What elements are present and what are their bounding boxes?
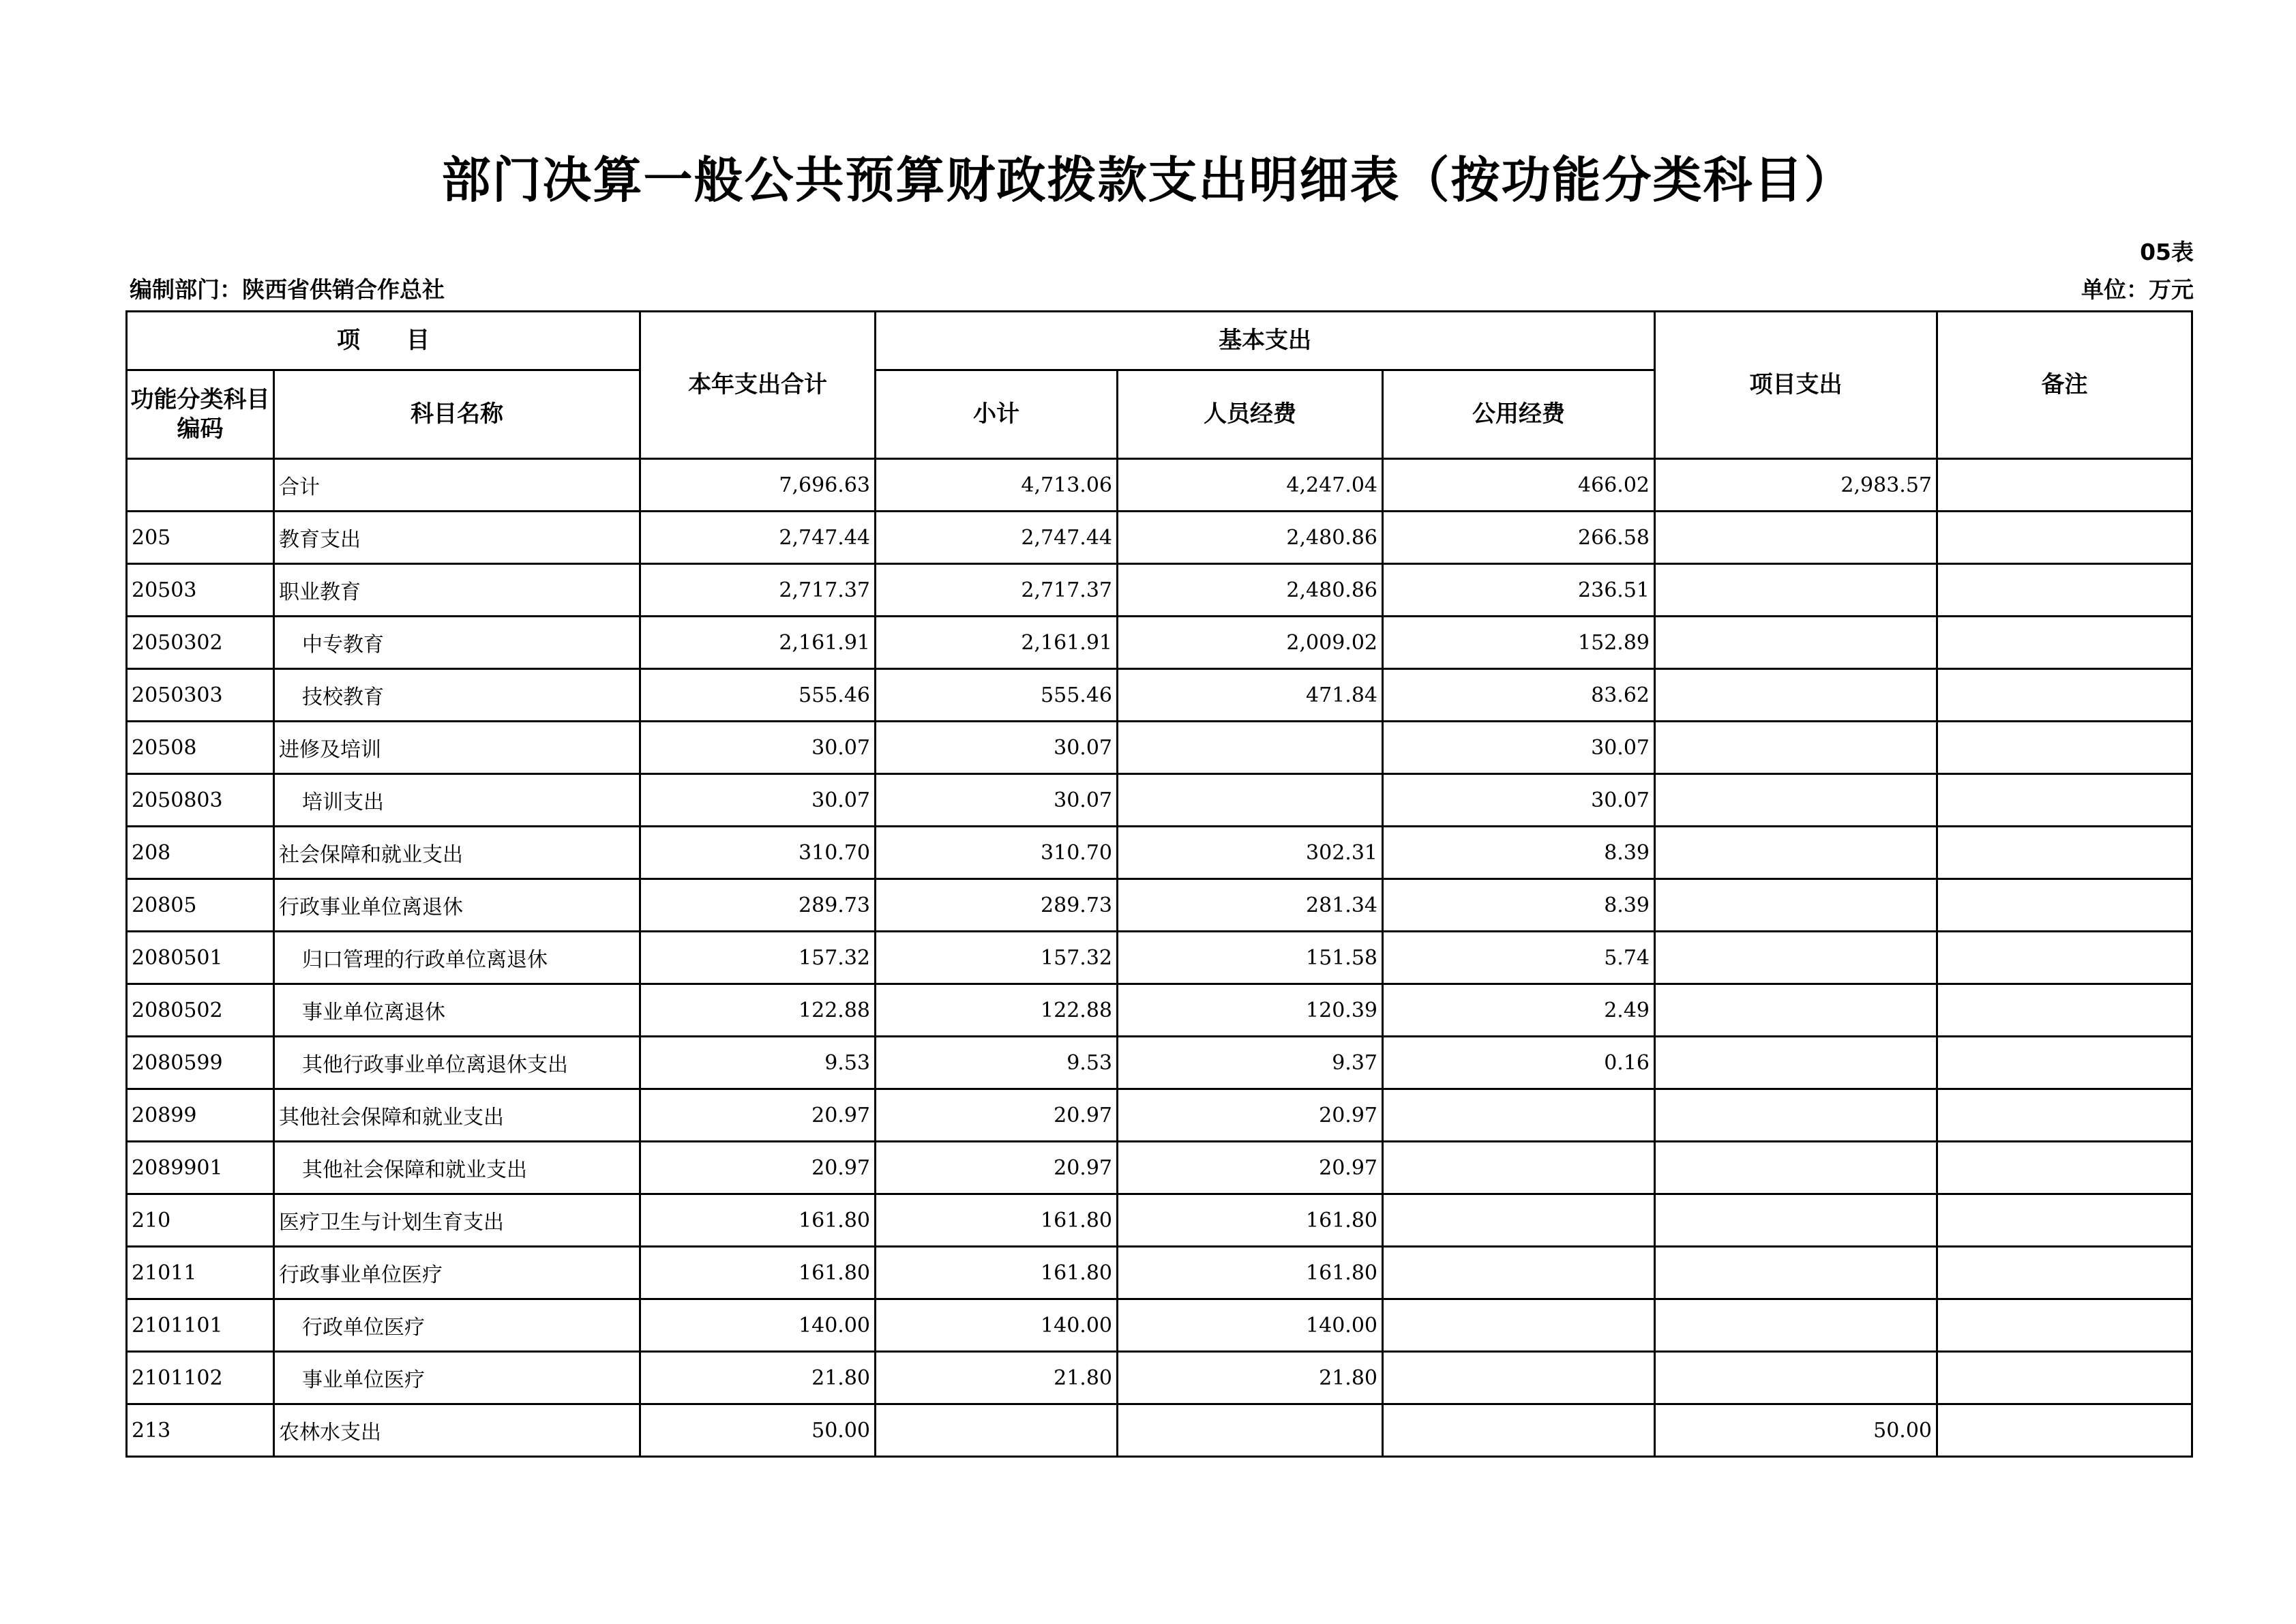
cell-total: 289.73 [640,879,876,932]
cell-name: 事业单位离退休 [274,984,640,1037]
cell-public: 466.02 [1383,459,1655,512]
cell-subtotal: 161.80 [876,1247,1118,1299]
cell-note [1937,564,2192,617]
cell-personnel: 20.97 [1118,1142,1383,1194]
cell-total: 30.07 [640,774,876,827]
cell-total: 161.80 [640,1247,876,1299]
cell-project [1655,1089,1937,1142]
table-row [127,774,2192,827]
cell-total: 30.07 [640,722,876,774]
cell-public [1383,1194,1655,1247]
cell-project [1655,617,1937,669]
cell-project [1655,1194,1937,1247]
cell-public: 8.39 [1383,879,1655,932]
cell-name: 农林水支出 [274,1404,640,1457]
cell-project [1655,879,1937,932]
cell-personnel: 161.80 [1118,1194,1383,1247]
cell-total: 50.00 [640,1404,876,1457]
cell-subtotal: 310.70 [876,827,1118,879]
cell-note [1937,1037,2192,1089]
department-label: 编制部门：陕西省供销合作总社 [130,276,445,303]
header-public: 公用经费 [1383,370,1655,459]
cell-code: 2101102 [127,1352,274,1404]
cell-public [1383,1247,1655,1299]
cell-total: 20.97 [640,1089,876,1142]
cell-total: 9.53 [640,1037,876,1089]
unit-label: 单位：万元 [2081,276,2194,303]
cell-name: 合计 [274,459,640,512]
cell-subtotal: 157.32 [876,932,1118,984]
header-project: 项目支出 [1655,312,1937,459]
cell-note [1937,459,2192,512]
cell-public [1383,1299,1655,1352]
cell-personnel: 302.31 [1118,827,1383,879]
cell-project [1655,932,1937,984]
table-row [127,1142,2192,1194]
header-note: 备注 [1937,312,2192,459]
cell-total: 7,696.63 [640,459,876,512]
cell-personnel: 151.58 [1118,932,1383,984]
cell-note [1937,1142,2192,1194]
cell-project [1655,512,1937,564]
cell-project [1655,1352,1937,1404]
cell-personnel: 2,480.86 [1118,564,1383,617]
cell-code: 2050803 [127,774,274,827]
cell-subtotal: 30.07 [876,774,1118,827]
cell-total: 21.80 [640,1352,876,1404]
cell-public: 236.51 [1383,564,1655,617]
cell-subtotal: 9.53 [876,1037,1118,1089]
table-row [127,669,2192,722]
cell-subtotal [876,1404,1118,1457]
cell-name: 归口管理的行政单位离退休 [274,932,640,984]
cell-code: 210 [127,1194,274,1247]
table-row [127,1247,2192,1299]
table-row [127,564,2192,617]
cell-project: 50.00 [1655,1404,1937,1457]
cell-note [1937,1404,2192,1457]
cell-name: 其他社会保障和就业支出 [274,1142,640,1194]
cell-name: 行政事业单位离退休 [274,879,640,932]
cell-name: 培训支出 [274,774,640,827]
cell-subtotal: 20.97 [876,1089,1118,1142]
cell-public: 2.49 [1383,984,1655,1037]
cell-total: 2,717.37 [640,564,876,617]
cell-subtotal: 122.88 [876,984,1118,1037]
cell-name: 其他社会保障和就业支出 [274,1089,640,1142]
cell-public [1383,1089,1655,1142]
cell-code: 2080502 [127,984,274,1037]
cell-public: 152.89 [1383,617,1655,669]
table-row [127,1194,2192,1247]
cell-note [1937,932,2192,984]
table-row [127,459,2192,512]
cell-personnel [1118,722,1383,774]
cell-subtotal: 289.73 [876,879,1118,932]
cell-subtotal: 4,713.06 [876,459,1118,512]
cell-name: 社会保障和就业支出 [274,827,640,879]
cell-subtotal: 2,747.44 [876,512,1118,564]
table-row [127,1037,2192,1089]
header-total: 本年支出合计 [640,312,876,459]
cell-personnel [1118,1404,1383,1457]
cell-public: 83.62 [1383,669,1655,722]
cell-total: 310.70 [640,827,876,879]
header-name: 科目名称 [274,370,640,459]
table-row [127,932,2192,984]
cell-note [1937,512,2192,564]
cell-note [1937,1299,2192,1352]
cell-code: 2050302 [127,617,274,669]
cell-personnel: 140.00 [1118,1299,1383,1352]
cell-name: 中专教育 [274,617,640,669]
cell-project [1655,722,1937,774]
cell-personnel: 471.84 [1118,669,1383,722]
cell-project [1655,1247,1937,1299]
header-item: 项 目 [127,312,640,370]
cell-public: 5.74 [1383,932,1655,984]
cell-total: 161.80 [640,1194,876,1247]
cell-subtotal: 21.80 [876,1352,1118,1404]
cell-personnel: 161.80 [1118,1247,1383,1299]
page-title: 部门决算一般公共预算财政拨款支出明细表（按功能分类科目） [441,151,1855,209]
cell-note [1937,1194,2192,1247]
cell-subtotal: 2,161.91 [876,617,1118,669]
cell-note [1937,827,2192,879]
cell-project [1655,827,1937,879]
cell-note [1937,1089,2192,1142]
cell-note [1937,617,2192,669]
header-basic: 基本支出 [876,312,1655,370]
cell-subtotal: 20.97 [876,1142,1118,1194]
cell-project [1655,1142,1937,1194]
table-row [127,722,2192,774]
cell-code: 2101101 [127,1299,274,1352]
cell-code: 20508 [127,722,274,774]
cell-total: 555.46 [640,669,876,722]
cell-note [1937,1247,2192,1299]
cell-subtotal: 161.80 [876,1194,1118,1247]
cell-note [1937,722,2192,774]
table-row [127,512,2192,564]
cell-note [1937,669,2192,722]
cell-personnel: 9.37 [1118,1037,1383,1089]
cell-subtotal: 555.46 [876,669,1118,722]
table-row [127,617,2192,669]
cell-personnel: 2,009.02 [1118,617,1383,669]
cell-personnel: 21.80 [1118,1352,1383,1404]
table-row [127,1352,2192,1404]
cell-total: 2,747.44 [640,512,876,564]
cell-project [1655,984,1937,1037]
cell-name: 行政单位医疗 [274,1299,640,1352]
cell-code: 213 [127,1404,274,1457]
cell-name: 技校教育 [274,669,640,722]
cell-project [1655,774,1937,827]
cell-code: 20899 [127,1089,274,1142]
cell-personnel: 20.97 [1118,1089,1383,1142]
cell-subtotal: 30.07 [876,722,1118,774]
header-subtotal: 小计 [876,370,1118,459]
cell-public [1383,1142,1655,1194]
cell-public [1383,1404,1655,1457]
table-row [127,984,2192,1037]
cell-code [127,459,274,512]
table-row [127,1089,2192,1142]
cell-public: 30.07 [1383,774,1655,827]
cell-personnel: 2,480.86 [1118,512,1383,564]
header-code: 功能分类科目编码 [127,370,274,459]
cell-note [1937,984,2192,1037]
cell-code: 208 [127,827,274,879]
cell-subtotal: 140.00 [876,1299,1118,1352]
cell-code: 20503 [127,564,274,617]
cell-subtotal: 2,717.37 [876,564,1118,617]
table-row [127,1299,2192,1352]
cell-project [1655,1037,1937,1089]
cell-project [1655,669,1937,722]
table-row [127,1404,2192,1457]
table-row [127,879,2192,932]
cell-code: 21011 [127,1247,274,1299]
cell-total: 20.97 [640,1142,876,1194]
cell-name: 进修及培训 [274,722,640,774]
cell-total: 122.88 [640,984,876,1037]
cell-public: 8.39 [1383,827,1655,879]
cell-code: 205 [127,512,274,564]
cell-personnel [1118,774,1383,827]
cell-code: 2089901 [127,1142,274,1194]
cell-personnel: 120.39 [1118,984,1383,1037]
expenditure-table [125,310,2193,1458]
cell-name: 事业单位医疗 [274,1352,640,1404]
cell-code: 2050303 [127,669,274,722]
cell-code: 2080599 [127,1037,274,1089]
cell-name: 其他行政事业单位离退休支出 [274,1037,640,1089]
cell-personnel: 4,247.04 [1118,459,1383,512]
cell-code: 2080501 [127,932,274,984]
cell-project [1655,1299,1937,1352]
cell-name: 医疗卫生与计划生育支出 [274,1194,640,1247]
cell-name: 行政事业单位医疗 [274,1247,640,1299]
cell-project: 2,983.57 [1655,459,1937,512]
cell-total: 140.00 [640,1299,876,1352]
cell-note [1937,1352,2192,1404]
cell-total: 2,161.91 [640,617,876,669]
cell-public: 0.16 [1383,1037,1655,1089]
cell-note [1937,774,2192,827]
cell-note [1937,879,2192,932]
cell-public: 30.07 [1383,722,1655,774]
cell-public [1383,1352,1655,1404]
cell-personnel: 281.34 [1118,879,1383,932]
cell-name: 职业教育 [274,564,640,617]
cell-public: 266.58 [1383,512,1655,564]
cell-name: 教育支出 [274,512,640,564]
header-personnel: 人员经费 [1118,370,1383,459]
table-row [127,827,2192,879]
cell-project [1655,564,1937,617]
cell-code: 20805 [127,879,274,932]
cell-total: 157.32 [640,932,876,984]
table-number: 05表 [2140,239,2194,265]
